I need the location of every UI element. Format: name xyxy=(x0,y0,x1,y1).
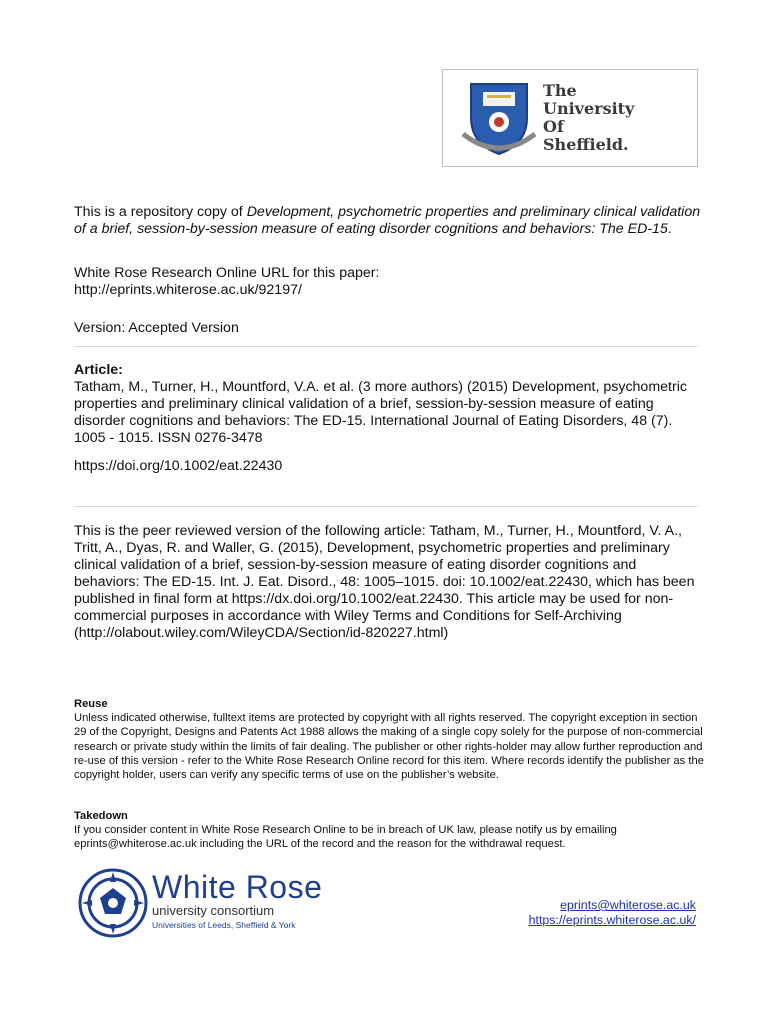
paper-title: Development, psychometric properties and preliminary clinical validation of a brief, session-by-session measure of eating disorder cognitions and behaviors: The ED-15 xyxy=(74,204,701,237)
article-block xyxy=(74,362,704,447)
article-citation: Tatham, M., Turner, H., Mountford, V.A. et al. (3 more authors) (2015) Development, psychometric properties and preliminary clinical validation of a brief, session-by-session measure of eating disorder cognitions and behaviors: The ED-15. International Journal of Eating Disorders, 48 (7). 1005 - 1015. ISSN 0276-3478 xyxy=(74,379,687,446)
intro-prefix: This is a repository copy of xyxy=(74,204,247,220)
repository-intro xyxy=(74,204,704,238)
contact-email-link[interactable]: eprints@whiterose.ac.uk xyxy=(560,898,696,912)
paper-url[interactable]: http://eprints.whiterose.ac.uk/92197/ xyxy=(74,282,302,298)
article-doi[interactable]: https://doi.org/10.1002/eat.22430 xyxy=(74,458,283,474)
url-block xyxy=(74,265,704,299)
university-name-line1: The xyxy=(543,81,577,100)
university-name xyxy=(543,82,634,154)
takedown-section xyxy=(74,809,704,852)
article-heading: Article: xyxy=(74,362,123,378)
reuse-text: Unless indicated otherwise, fulltext items are protected by copyright with all rights reserved. The copyright exception in section 29 of the Copyright, Designs and Patents Act 1988 allows the making of a single copy solely for the purpose of non-commercial research or private study within the limits of fair dealing. The publisher or other rights-holder may allow further reproduction and re-use of this version - refer to the White Rose Research Online record for this item. Where records identify the publisher as the copyright holder, users can verify any specific terms of use on the publisher’s website. xyxy=(74,712,704,782)
takedown-heading: Takedown xyxy=(74,810,128,822)
version-text: Version: Accepted Version xyxy=(74,320,239,336)
divider xyxy=(74,506,698,507)
university-name-line2: University xyxy=(543,99,635,118)
peer-review-note: This is the peer reviewed version of the following article: Tatham, M., Turner, H., Mountford, V. A., Tritt, A., Dyas, R. and Waller, G. (2015), Development, psychometric properties and preliminary clinical validation of a brief, session-by-session measure of eating disorder cognitions and behaviors: The ED-15. Int. J. Eat. Disord., 48: 1005–1015. doi: 10.1002/eat.22430, which has been published in final form at https://dx.doi.org/10.1002/eat.22430. This article may be used for non-commercial purposes in accordance with Wiley Terms and Conditions for Self-Archiving (http://olabout.wiley.com/WileyCDA/Section/id-820227.html) xyxy=(74,523,695,641)
reuse-section xyxy=(74,697,704,782)
white-rose-tagline: Universities of Leeds, Sheffield & York xyxy=(152,920,296,930)
contact-website-link[interactable]: https://eprints.whiterose.ac.uk/ xyxy=(528,913,696,927)
divider xyxy=(74,346,698,347)
reuse-heading: Reuse xyxy=(74,698,108,710)
white-rose-subtitle: university consortium xyxy=(152,903,275,918)
intro-suffix: . xyxy=(667,221,672,237)
white-rose-emblem-icon xyxy=(78,868,148,938)
url-label: White Rose Research Online URL for this paper: xyxy=(74,265,380,281)
university-crest-icon xyxy=(461,78,537,158)
contact-links xyxy=(529,898,696,928)
university-name-line3: Of xyxy=(543,117,564,136)
university-logo xyxy=(442,69,698,167)
university-name-line4: Sheffield. xyxy=(543,135,629,154)
takedown-text: If you consider content in White Rose Research Online to be in breach of UK law, please notify us by emailing eprints@whiterose.ac.uk including the URL of the record and the reason for the withdrawal request. xyxy=(74,824,617,851)
white-rose-title: White Rose xyxy=(152,869,323,905)
